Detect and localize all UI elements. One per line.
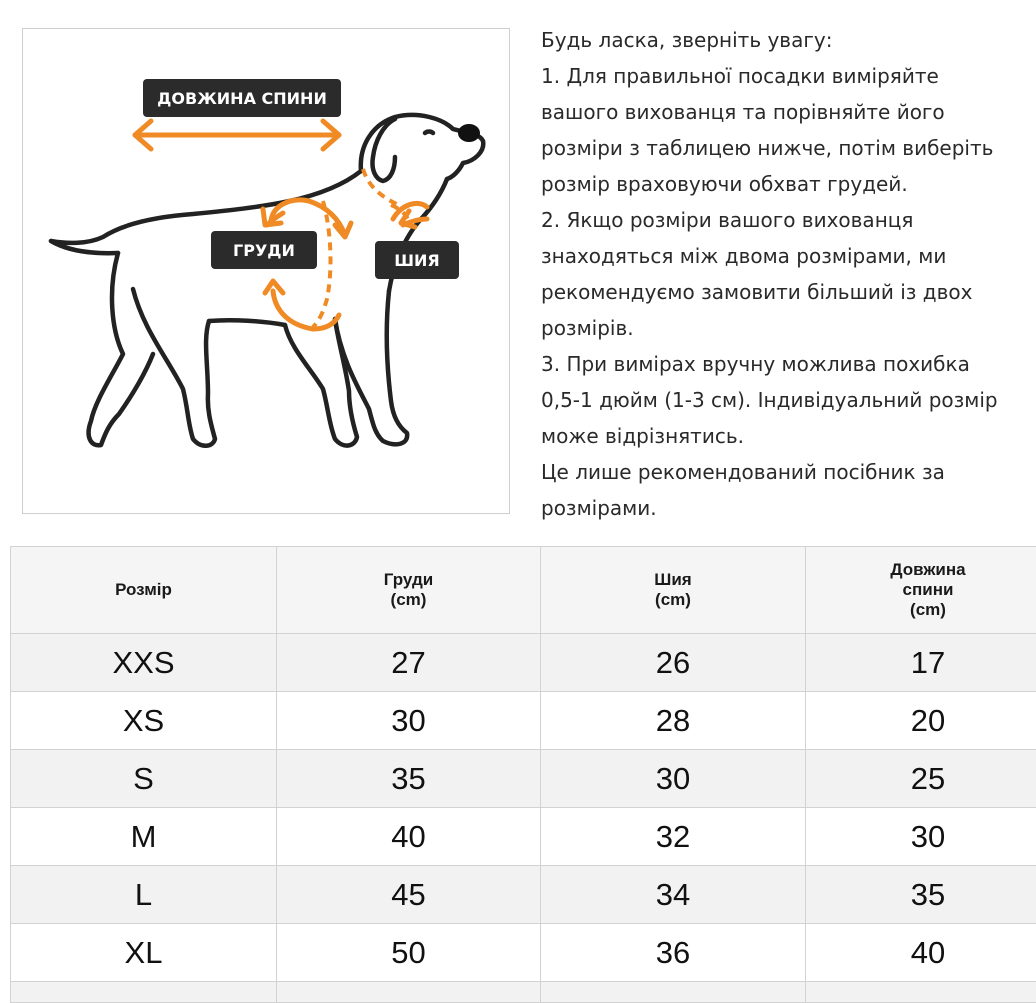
- table-cell: 20: [806, 692, 1036, 750]
- dog-measurement-illustration: [22, 28, 510, 514]
- table-cell: 25: [806, 750, 1036, 808]
- table-cell: 40: [806, 924, 1036, 982]
- column-title: Груди: [277, 570, 540, 590]
- table-cell: 35: [277, 750, 541, 808]
- table-row: [11, 692, 1036, 750]
- table-row: [11, 750, 1036, 808]
- column-header: [11, 547, 277, 634]
- size-chart-header: [11, 547, 1036, 634]
- note-line: 0,5-1 дюйм (1-3 см). Індивідуальний розмір: [541, 382, 1036, 418]
- table-row-partial: [11, 982, 1036, 1003]
- dog-outline: [51, 115, 483, 446]
- note-line: розмір враховуючи обхват грудей.: [541, 166, 1036, 202]
- column-header: [541, 547, 806, 634]
- table-cell: M: [11, 808, 277, 866]
- size-chart-body: [11, 634, 1036, 1003]
- back-length-label: ДОВЖИНА СПИНИ: [143, 79, 341, 117]
- note-line: розмірами.: [541, 490, 1036, 526]
- column-header: [277, 547, 541, 634]
- table-cell: 45: [277, 866, 541, 924]
- table-cell: L: [11, 866, 277, 924]
- column-title: Довжина спини: [873, 560, 983, 600]
- table-cell: 17: [806, 634, 1036, 692]
- table-cell: 35: [806, 866, 1036, 924]
- table-cell: S: [11, 750, 277, 808]
- table-cell: 30: [806, 808, 1036, 866]
- table-row: [11, 866, 1036, 924]
- table-cell: 30: [541, 750, 806, 808]
- table-cell: [277, 982, 541, 1003]
- note-line: вашого вихованця та порівняйте його: [541, 94, 1036, 130]
- table-cell: [11, 982, 277, 1003]
- neck-label: ШИЯ: [375, 241, 459, 279]
- note-line: знаходяться між двома розмірами, ми: [541, 238, 1036, 274]
- column-title: Розмір: [11, 580, 276, 600]
- column-unit: (cm): [541, 590, 805, 610]
- table-cell: [541, 982, 806, 1003]
- note-line: Будь ласка, зверніть увагу:: [541, 22, 1036, 58]
- neck-dashed-line: [363, 169, 403, 207]
- note-line: може відрізнятись.: [541, 418, 1036, 454]
- table-cell: 34: [541, 866, 806, 924]
- column-unit: (cm): [806, 600, 1036, 620]
- table-cell: 40: [277, 808, 541, 866]
- back-length-arrow: [135, 121, 339, 149]
- note-line: розміри з таблицею нижче, потім виберіть: [541, 130, 1036, 166]
- dog-nose: [458, 124, 480, 142]
- table-cell: 28: [541, 692, 806, 750]
- table-cell: 26: [541, 634, 806, 692]
- measurement-notes: [541, 22, 1036, 526]
- note-line: 1. Для правильної посадки виміряйте: [541, 58, 1036, 94]
- note-line: рекомендуємо замовити більший із двох: [541, 274, 1036, 310]
- table-cell: [806, 982, 1036, 1003]
- column-unit: (cm): [277, 590, 540, 610]
- table-cell: 32: [541, 808, 806, 866]
- column-title: Шия: [541, 570, 805, 590]
- size-chart-table: [10, 546, 1036, 1003]
- table-row: [11, 808, 1036, 866]
- table-row: [11, 634, 1036, 692]
- note-line: розмірів.: [541, 310, 1036, 346]
- table-cell: XS: [11, 692, 277, 750]
- chest-label: ГРУДИ: [211, 231, 317, 269]
- table-cell: XL: [11, 924, 277, 982]
- note-line: Це лише рекомендований посібник за: [541, 454, 1036, 490]
- note-line: 3. При вимірах вручну можлива похибка: [541, 346, 1036, 382]
- column-header: [806, 547, 1036, 634]
- table-cell: 27: [277, 634, 541, 692]
- note-line: 2. Якщо розміри вашого вихованця: [541, 202, 1036, 238]
- table-cell: 50: [277, 924, 541, 982]
- table-cell: 36: [541, 924, 806, 982]
- table-cell: 30: [277, 692, 541, 750]
- table-cell: XXS: [11, 634, 277, 692]
- table-row: [11, 924, 1036, 982]
